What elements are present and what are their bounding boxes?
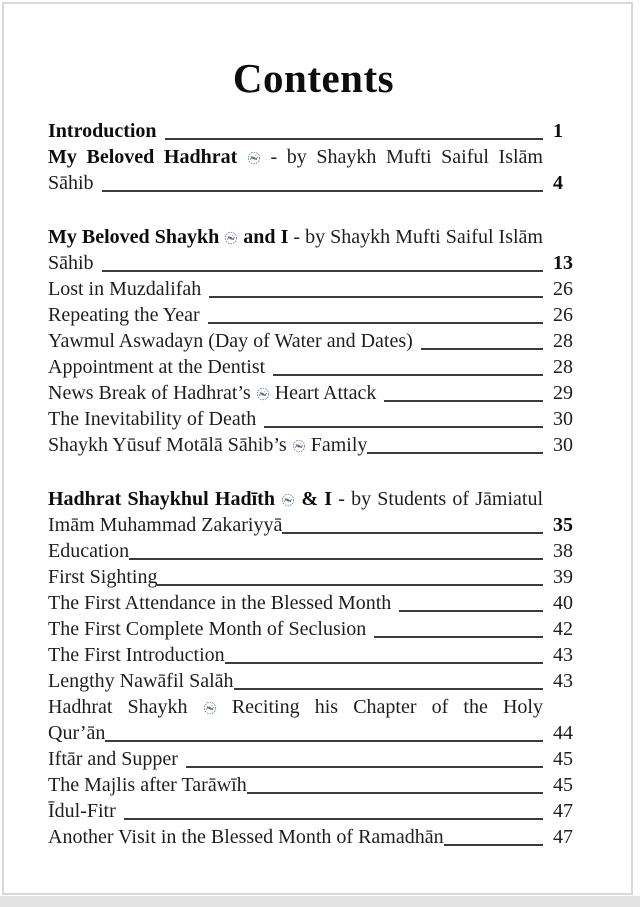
toc-entry — [48, 616, 579, 642]
leader-line — [225, 662, 543, 664]
page-number: 45 — [553, 748, 573, 770]
toc-entry — [48, 302, 579, 328]
entry-text: & I — [295, 488, 339, 510]
rahimahullah-icon — [247, 151, 261, 165]
entry-text: Appointment at the Dentist — [48, 356, 266, 378]
entry-text: The First Attendance in the Blessed Month — [48, 592, 392, 614]
toc-entry — [48, 432, 579, 458]
entry-text: - by Students of Jāmiatul — [338, 488, 543, 510]
entry-title — [48, 432, 367, 458]
entry-title — [48, 746, 178, 772]
entry-text: Sāhib — [48, 172, 94, 194]
page-number: 28 — [553, 356, 573, 378]
toc-entry-wrap-line — [48, 224, 543, 250]
page-title: Contents — [232, 55, 395, 101]
leader-line — [208, 322, 543, 324]
page-number: 30 — [553, 408, 573, 430]
toc-entry — [48, 328, 579, 354]
entry-text: The Majlis after Tarāwīh — [48, 774, 247, 796]
entry-title — [48, 512, 282, 538]
entry-title — [48, 380, 376, 406]
entry-text: Shaykh Yūsuf Motālā Sāhib’s — [48, 434, 292, 456]
toc-entry — [48, 824, 579, 850]
entry-title — [48, 642, 225, 668]
page-number: 43 — [553, 644, 573, 666]
leader-line — [421, 348, 543, 350]
page-number: 35 — [553, 514, 573, 536]
toc-entry — [48, 276, 579, 302]
page-number: 28 — [553, 330, 573, 352]
rahimahullah-icon — [203, 701, 217, 715]
entry-text: - by Shaykh Mufti Saiful Islām — [260, 146, 543, 168]
leader-line — [165, 138, 543, 140]
entry-title — [48, 772, 247, 798]
page-number: 38 — [553, 540, 573, 562]
toc-entry — [48, 250, 579, 276]
entry-text: My Beloved Hadhrat — [48, 146, 247, 168]
toc-entry — [48, 720, 579, 746]
page-number: 1 — [553, 120, 563, 142]
page-number: 4 — [553, 172, 563, 194]
entry-title — [48, 302, 200, 328]
page-number: 47 — [553, 826, 573, 848]
entry-text: Hadhrat Shaykhul Hadīth — [48, 488, 282, 510]
toc-entry — [48, 668, 579, 694]
toc-entry — [48, 512, 579, 538]
entry-title — [48, 720, 105, 746]
toc-entry — [48, 746, 579, 772]
entry-title — [48, 406, 256, 432]
entry-text: Reciting his Chapter of the Holy — [216, 696, 543, 718]
entry-text: Qur’ān — [48, 722, 106, 744]
page-number: 39 — [553, 566, 573, 588]
entry-title — [48, 564, 157, 590]
entry-text: Iftār and Supper — [48, 748, 178, 770]
toc-entry-wrap-line — [48, 486, 543, 512]
entry-title — [48, 590, 391, 616]
page-bottom-strip — [0, 896, 640, 907]
leader-line — [102, 190, 543, 192]
leader-line — [273, 374, 543, 376]
entry-text: The Inevitability of Death — [48, 408, 257, 430]
entry-text: Heart Attack — [269, 382, 377, 404]
leader-line — [129, 558, 543, 560]
toc-entry-wrap-line — [48, 694, 543, 720]
entry-text: Another Visit in the Blessed Month of Ramadhān — [48, 826, 444, 848]
leader-line — [282, 532, 543, 534]
entry-text: Imām Muhammad Zakariyyā — [48, 514, 283, 536]
page-number: 26 — [553, 278, 573, 300]
entry-text: Education — [48, 540, 130, 562]
leader-line — [264, 426, 543, 428]
page-number: 29 — [553, 382, 573, 404]
page-number: 43 — [553, 670, 573, 692]
leader-line — [209, 296, 543, 298]
leader-line — [384, 400, 543, 402]
leader-line — [247, 792, 543, 794]
leader-line — [234, 688, 544, 690]
toc-entry-wrap-line — [48, 144, 543, 170]
toc-page — [2, 2, 633, 895]
toc-entry — [48, 798, 579, 824]
entry-text: Family — [305, 434, 368, 456]
entry-text: Hadhrat Shaykh — [48, 696, 203, 718]
section-spacer — [48, 458, 579, 486]
toc-entry — [48, 564, 579, 590]
entry-title — [48, 250, 94, 276]
entry-title — [48, 798, 116, 824]
entry-text: The First Complete Month of Seclusion — [48, 618, 367, 640]
entry-title — [48, 538, 129, 564]
entry-title — [48, 118, 157, 144]
entry-title — [48, 170, 94, 196]
toc-entry — [48, 590, 579, 616]
page-number: 42 — [553, 618, 573, 640]
leader-line — [399, 610, 543, 612]
toc-entry — [48, 380, 579, 406]
leader-line — [186, 766, 543, 768]
page-number: 44 — [553, 722, 573, 744]
entry-title — [48, 328, 413, 354]
entry-text: Lengthy Nawāfil Salāh — [48, 670, 234, 692]
entry-text: Introduction — [48, 120, 157, 142]
entry-text: - by Shaykh Mufti Saiful Islām — [293, 226, 543, 248]
rahimahullah-icon — [292, 439, 306, 453]
page-number: 26 — [553, 304, 573, 326]
toc-entry — [48, 354, 579, 380]
toc-rows — [48, 118, 579, 850]
entry-title — [48, 668, 234, 694]
entry-text: Sāhib — [48, 252, 94, 274]
entry-text: Yawmul Aswadayn (Day of Water and Dates) — [48, 330, 413, 352]
leader-line — [124, 818, 543, 820]
page-number: 45 — [553, 774, 573, 796]
entry-title — [48, 354, 265, 380]
entry-text: and I — [238, 226, 294, 248]
leader-line — [157, 584, 543, 586]
leader-line — [102, 270, 543, 272]
entry-text: Īdul-Fitr — [48, 800, 116, 822]
toc-entry — [48, 118, 579, 144]
entry-text: My Beloved Shaykh — [48, 226, 225, 248]
page-number: 47 — [553, 800, 573, 822]
page-number: 30 — [553, 434, 573, 456]
rahimahullah-icon — [224, 231, 238, 245]
leader-line — [374, 636, 543, 638]
entry-title — [48, 616, 366, 642]
page-number: 40 — [553, 592, 573, 614]
entry-text: First Sighting — [48, 566, 158, 588]
rahimahullah-icon — [256, 387, 270, 401]
toc-entry — [48, 538, 579, 564]
rahimahullah-icon — [281, 493, 295, 507]
entry-text: Lost in Muzdalifah — [48, 278, 202, 300]
toc-entry — [48, 406, 579, 432]
toc-content — [4, 4, 631, 850]
toc-entry — [48, 772, 579, 798]
toc-entry — [48, 170, 579, 196]
entry-text: News Break of Hadhrat’s — [48, 382, 256, 404]
entry-text: The First Introduction — [48, 644, 225, 666]
leader-line — [444, 844, 543, 846]
section-spacer — [48, 196, 579, 224]
entry-text: Repeating the Year — [48, 304, 200, 326]
toc-entry — [48, 642, 579, 668]
page-number: 13 — [553, 252, 573, 274]
entry-title — [48, 276, 201, 302]
leader-line — [367, 452, 543, 454]
leader-line — [105, 740, 543, 742]
entry-title — [48, 824, 444, 850]
